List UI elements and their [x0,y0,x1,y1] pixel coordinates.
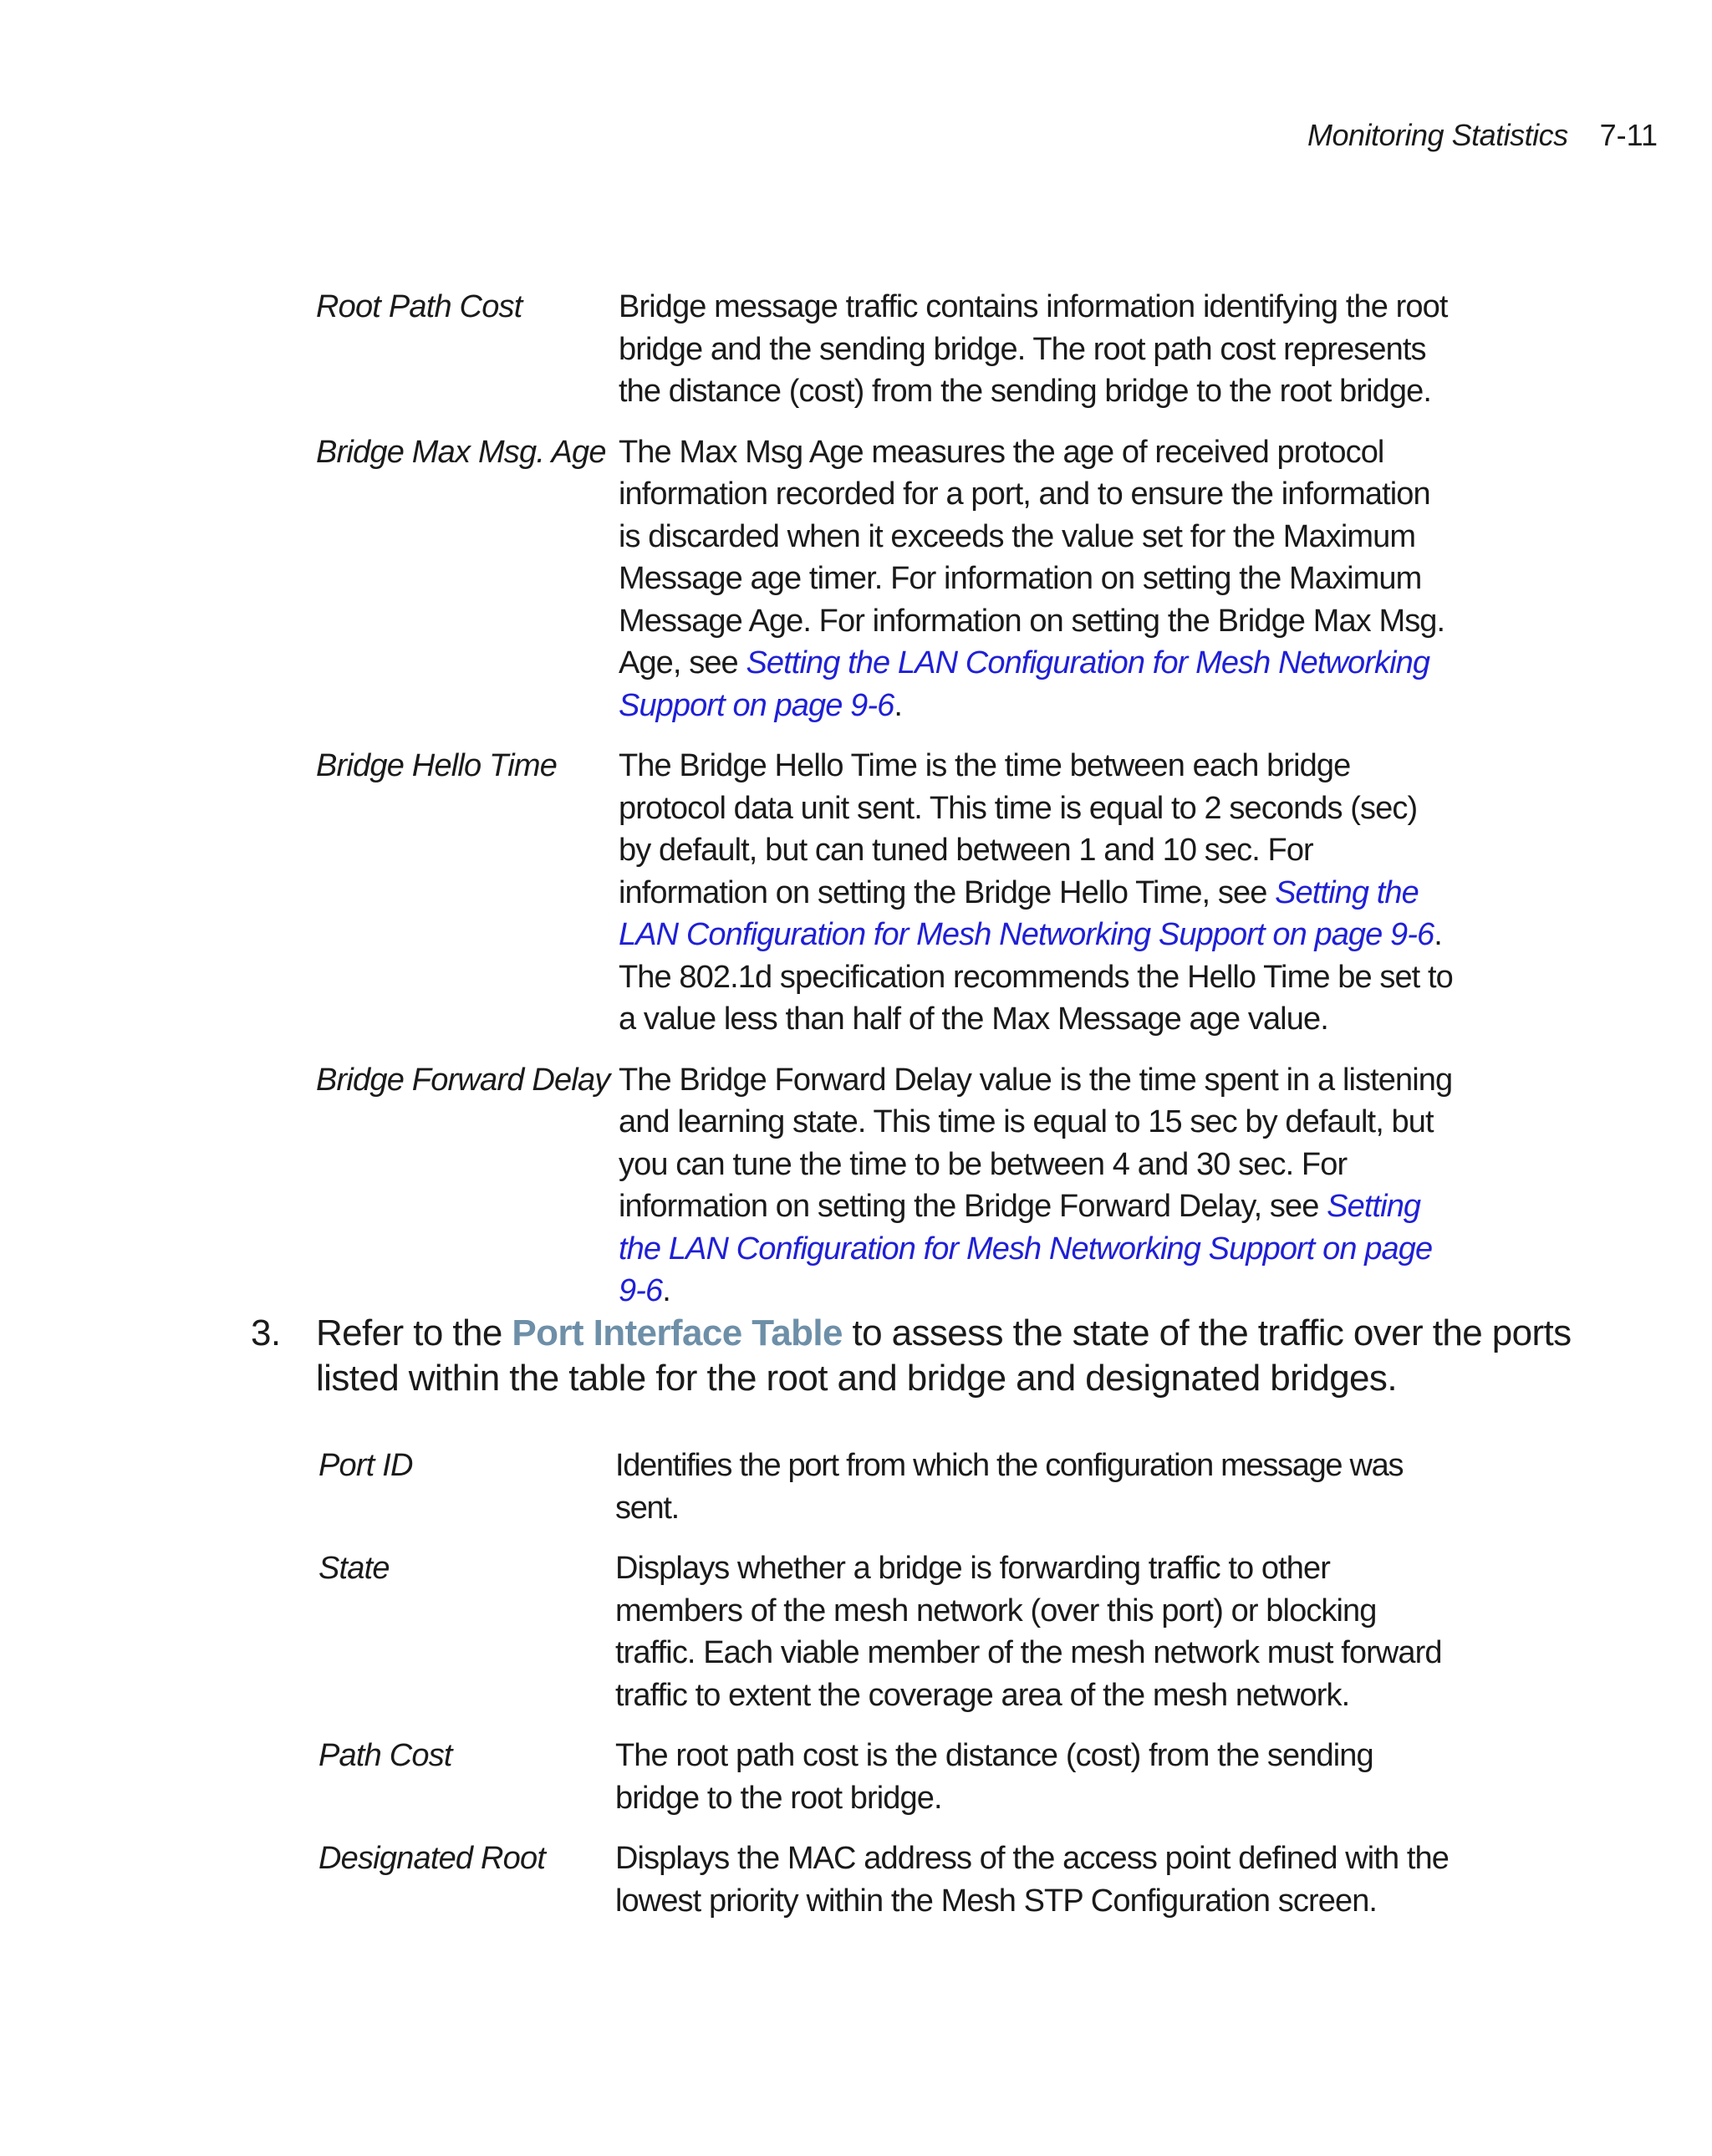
cross-reference-link[interactable]: Setting the LAN Configuration for Mesh Networking Support on page 9-6 [619,874,1434,952]
port-field-designated-root [318,1837,1489,1922]
step-text: Refer to the Port Interface Table to assess the state of the traffic over the ports listed within the table for the root and bridge and designated bridges. [316,1312,1572,1399]
field-description: Displays whether a bridge is forwarding traffic to other members of the mesh network (over this port) or blocking traffic. Each viable member of the mesh network must forward traffic to extent the coverage area of the mesh network. [615,1551,1442,1713]
bridge-field-hello-time [316,745,1486,1041]
field-term: Port ID [318,1448,413,1483]
cross-reference-link[interactable]: Setting the LAN Configuration for Mesh Networking Support on page 9-6 [619,1189,1433,1308]
field-description: The Max Msg Age measures the age of received protocol information recorded for a port, and to ensure the information is discarded when it exceeds the value set for the Maximum Message age timer. For information on setting the Maximum Message Age. For information on setting the Bridge Max Msg. Age, see Setting the LAN Configuration for Mesh Networking Support on page 9-6. [619,434,1445,723]
running-header [1307,115,1658,155]
port-field-path-cost [318,1735,1489,1819]
field-description: Displays the MAC address of the access point defined with the lowest priority within the Mesh STP Configuration screen. [615,1841,1449,1919]
procedure-step-3 [251,1311,1588,1401]
field-term: Path Cost [318,1738,452,1773]
field-term: Bridge Hello Time [316,748,558,783]
field-description: Identifies the port from which the configuration message was sent. [615,1448,1404,1526]
port-field-state [318,1547,1489,1716]
port-field-port-id [318,1445,1489,1529]
section-title: Monitoring Statistics [1307,118,1568,152]
step-number: 3. [251,1312,281,1353]
cross-reference-link[interactable]: Setting the LAN Configuration for Mesh Networking Support on page 9-6 [619,645,1430,723]
field-term: Bridge Max Msg. Age [316,434,606,470]
field-description: The Bridge Hello Time is the time between each bridge protocol data unit sent. This time is equal to 2 seconds (sec) by default, but can tuned between 1 and 10 sec. For information on setting the Bridge Hello Time, see Setting the LAN Configuration for Mesh Networking Support on page 9-6. The 802.1d specification recommends the Hello Time be set to a value less than half of the Max Message age value. [619,748,1453,1037]
field-description: The root path cost is the distance (cost) from the sending bridge to the root bridge. [615,1738,1373,1816]
field-term: State [318,1551,390,1586]
bridge-field-root-path-cost [316,286,1486,413]
field-description: Bridge message traffic contains information identifying the root bridge and the sending bridge. The root path cost represents the distance (cost) from the sending bridge to the root bridge. [619,289,1448,409]
page-number: 7-11 [1599,118,1658,152]
field-term: Designated Root [318,1841,546,1876]
port-field-list [318,1445,1489,1922]
bridge-field-list [316,286,1486,1312]
field-term: Bridge Forward Delay [316,1062,610,1098]
bridge-field-max-msg-age [316,431,1486,727]
bridge-field-forward-delay [316,1059,1486,1312]
ui-reference-port-interface-table: Port Interface Table [512,1312,843,1353]
field-term: Root Path Cost [316,289,522,324]
field-description: The Bridge Forward Delay value is the time spent in a listening and learning state. This time is equal to 15 sec by default, but you can tune the time to be between 4 and 30 sec. For information on setting the Bridge Forward Delay, see Setting the LAN Configuration for Mesh Networking Support on page 9-6. [619,1062,1453,1308]
